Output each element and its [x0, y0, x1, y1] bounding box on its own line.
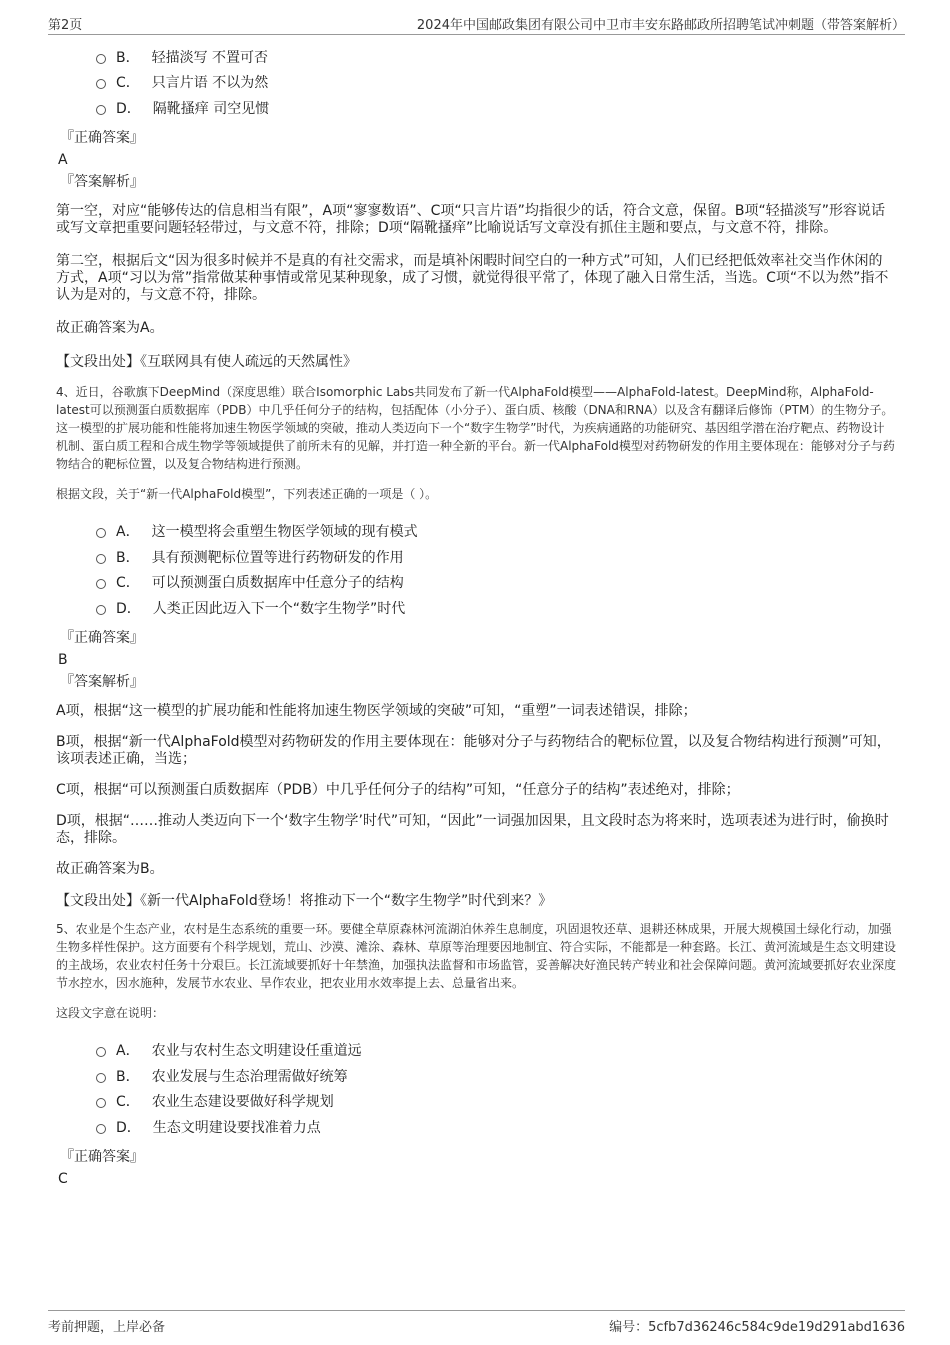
q3-option-b[interactable]: B． 轻描淡写 不置可否	[96, 44, 896, 70]
radio-icon[interactable]	[96, 79, 106, 89]
footer-slogan: 考前押题，上岸必备	[48, 1320, 166, 1335]
page-content	[56, 44, 896, 1190]
q4-passage: 4、近日，谷歌旗下DeepMind（深度思维）联合Isomorphic Labs共同发布了新一代AlphaFold模型——AlphaFold-latest。DeepMind称，AlphaFold-latest可以预测蛋白质数据库（PDB）中几乎任何分子的结构，包括配体（小分子）、蛋白质、核酸（DNA和RNA）以及含有翻译后修饰（PTM）的生物分子。这一模型的扩展功能和性能将加速生物医学领域的突破，推动人类迈向下一个“数字生物学”时代，为疾病通路的功能研究、基因组学潜在治疗靶点、药物设计机制、蛋白质工程和合成生物学等领域提供了前所未有的见解，并打造一种全新的平台。新一代AlphaFold模型对药物研发的作用主要体现在：能够对分子与药物结合的靶标位置，以及复合物结构进行预测。	[56, 384, 895, 471]
radio-icon[interactable]	[96, 105, 106, 115]
q3-source: 【文段出处】《互联网具有使人疏远的天然属性》	[56, 353, 357, 370]
radio-icon[interactable]	[96, 1098, 106, 1108]
q3-analysis-label: 『答案解析』	[60, 173, 144, 190]
q4-question: 根据文段，关于“新一代AlphaFold模型”，下列表述正确的一项是（ ）。	[56, 486, 438, 501]
radio-icon[interactable]	[96, 1124, 106, 1134]
q4-analysis-paragraph: B项，根据“新一代AlphaFold模型对药物研发的作用主要体现在：能够对分子与药物结合的靶标位置，以及复合物结构进行预测”可知，该项表述正确，当选；	[56, 733, 891, 767]
q5-options	[96, 1038, 896, 1140]
q3-option-d[interactable]: D． 隔靴搔痒 司空见惯	[96, 95, 896, 121]
q4-analysis-label: 『答案解析』	[60, 673, 144, 690]
page-number: 第2页	[48, 18, 83, 33]
q4-answer-label: 『正确答案』	[60, 629, 144, 646]
page-footer	[48, 1310, 905, 1335]
q5-option-a[interactable]: A． 农业与农村生态文明建设任重道远	[96, 1038, 896, 1064]
q5-option-c[interactable]: C． 农业生态建设要做好科学规划	[96, 1089, 896, 1115]
q5-passage: 5、农业是个生态产业，农村是生态系统的重要一环。要健全草原森林河流湖泊休养生息制度，巩固退牧还草、退耕还林成果，开展大规模国土绿化行动，加强生物多样性保护。这方面要有个科学规划，荒山、沙漠、滩涂、森林、草原等治理要因地制宜、符合实际，不能都是一种套路。长江、黄河流域是生态文明建设的主战场，农业农村任务十分艰巨。长江流域要抓好十年禁渔，加强执法监督和市场监管，妥善解决好渔民转产转业和社会保障问题。黄河流域要抓好农业深度节水控水，因水施种，发展节水农业、旱作农业，把农业用水效率提上去、总量省出来。	[56, 921, 897, 990]
q4-analysis-paragraph: D项，根据“……推动人类迈向下一个‘数字生物学’时代”可知，“因此”一词强加因果，且文段时态为将来时，选项表述为进行时，偷换时态，排除。	[56, 812, 889, 846]
radio-icon[interactable]	[96, 54, 106, 64]
q5-answer-label: 『正确答案』	[60, 1148, 144, 1165]
q3-analysis-paragraph: 第一空，对应“能够传达的信息相当有限”，A项“寥寥数语”、C项“只言片语”均指很少的话，符合文意，保留。B项“轻描淡写”形容说话或写文章把重要问题轻轻带过，与文意不符，排除；D项“隔靴搔痒”比喻说话写文章没有抓住主题和要点，与文意不符，排除。	[56, 202, 885, 236]
q4-analysis-paragraph: C项，根据“可以预测蛋白质数据库（PDB）中几乎任何分子的结构”可知，“任意分子的结构”表述绝对，排除；	[56, 781, 740, 798]
q3-answer-label: 『正确答案』	[60, 129, 144, 146]
radio-icon[interactable]	[96, 579, 106, 589]
page-header	[48, 14, 905, 35]
q4-conclusion: 故正确答案为B。	[56, 860, 164, 877]
q5-option-b[interactable]: B． 农业发展与生态治理需做好统筹	[96, 1063, 896, 1089]
q3-answer: A	[58, 151, 68, 168]
q3-option-c[interactable]: C． 只言片语 不以为然	[96, 70, 896, 96]
q5-option-d[interactable]: D． 生态文明建设要找准着力点	[96, 1114, 896, 1140]
document-title: 2024年中国邮政集团有限公司中卫市丰安东路邮政所招聘笔试冲刺题（带答案解析）	[416, 18, 905, 33]
q5-answer: C	[58, 1170, 68, 1187]
document-id: 编号：5cfb7d36246c584c9de19d291abd1636	[609, 1320, 905, 1335]
q3-analysis-paragraph: 第二空，根据后文“因为很多时候并不是真的有社交需求，而是填补闲暇时间空白的一种方式”可知，人们已经把低效率社交当作休闲的方式，A项“习以为常”指常做某种事情或常见某种现象，成了习惯，就觉得很平常了，体现了融入日常生活，当选。C项“不以为然”指不认为是对的，与文意不符，排除。	[56, 252, 889, 303]
q4-option-c[interactable]: C． 可以预测蛋白质数据库中任意分子的结构	[96, 570, 896, 596]
radio-icon[interactable]	[96, 1073, 106, 1083]
q4-option-a[interactable]: A． 这一模型将会重塑生物医学领域的现有模式	[96, 519, 896, 545]
q4-source: 【文段出处】《新一代AlphaFold登场！将推动下一个“数字生物学”时代到来？》	[56, 892, 553, 909]
q4-analysis-paragraph: A项，根据“这一模型的扩展功能和性能将加速生物医学领域的突破”可知，“重塑”一词表述错误，排除；	[56, 702, 697, 719]
radio-icon[interactable]	[96, 528, 106, 538]
q3-conclusion: 故正确答案为A。	[56, 319, 164, 336]
radio-icon[interactable]	[96, 554, 106, 564]
radio-icon[interactable]	[96, 1047, 106, 1057]
q4-answer: B	[58, 651, 68, 668]
q3-options	[96, 44, 896, 121]
q4-option-d[interactable]: D． 人类正因此迈入下一个“数字生物学”时代	[96, 595, 896, 621]
radio-icon[interactable]	[96, 605, 106, 615]
q5-question: 这段文字意在说明：	[56, 1005, 165, 1020]
q4-option-b[interactable]: B． 具有预测靶标位置等进行药物研发的作用	[96, 544, 896, 570]
q4-options	[96, 519, 896, 621]
